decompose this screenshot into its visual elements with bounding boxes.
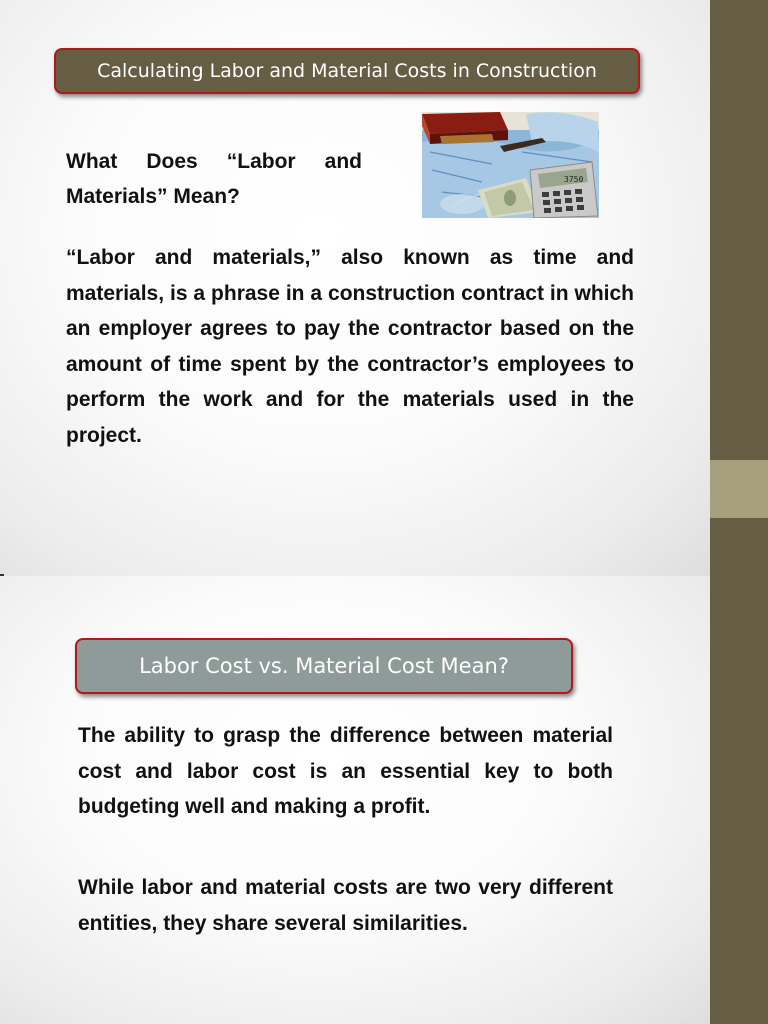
slide-2-title: Labor Cost vs. Material Cost Mean? [75,638,573,694]
lumber-icon [422,112,508,144]
slide-2-paragraph-1: The ability to grasp the difference between material cost and labor cost is an essential key to both budgeting well and making a profit. [78,724,613,818]
slide-1-paragraph: “Labor and materials,” also known as time and materials, is a phrase in a construction contract in which an employer agrees to pay the contractor based on the amount of time spent by the contractor’s employees to perform the work and for the materials used in the project. [66,246,634,447]
slide-2 [0,576,710,1024]
slide-1-title: Calculating Labor and Material Costs in Construction [54,48,640,94]
calculator-icon [530,162,598,218]
side-bar-accent [710,460,768,518]
slide-1-heading: What Does “Labor and Materials” Mean? [66,150,362,208]
construction-costs-image [422,112,599,218]
slide-2-paragraph-2: While labor and material costs are two very different entities, they share several similarities. [78,876,613,935]
calculator-display: 3750 [564,175,584,184]
